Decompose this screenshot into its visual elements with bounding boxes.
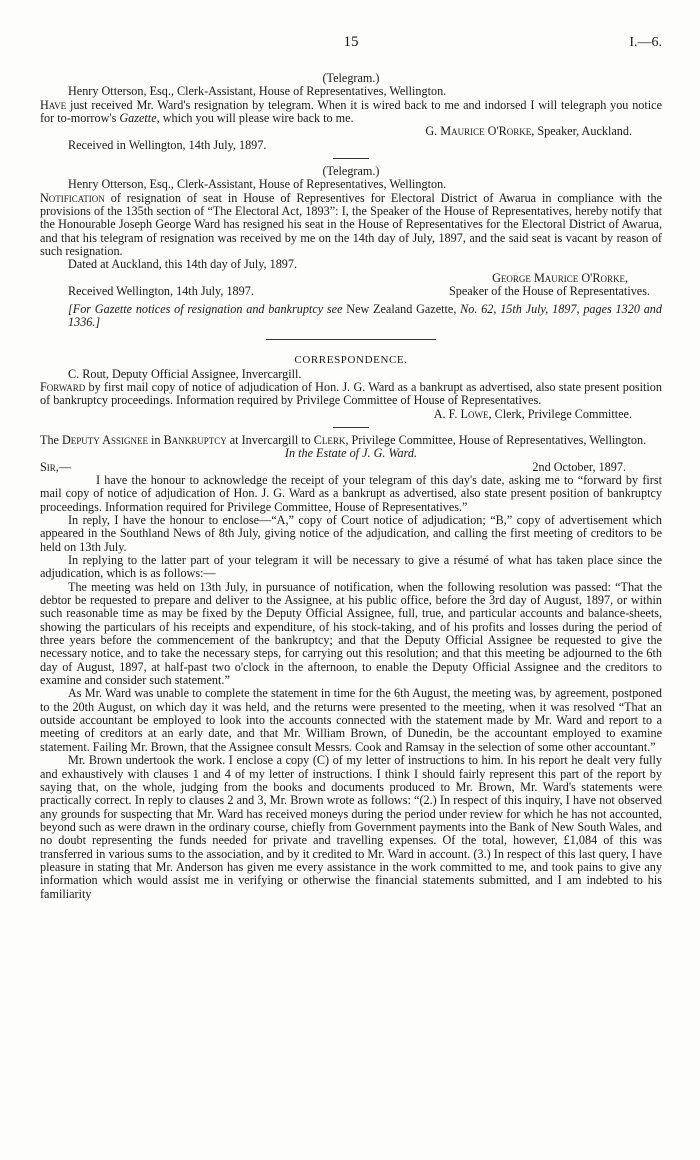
letter — [40, 434, 662, 901]
letter-salutation: Sir,— — [40, 459, 72, 474]
section-divider — [266, 339, 436, 340]
telegram-1-gazette-word: Gazette — [119, 111, 157, 126]
telegram-2-signatory-title: Speaker of the House of Representatives. — [448, 284, 650, 299]
telegram-2-heading: (Telegram.) — [322, 164, 380, 179]
telegram-2-dated: Dated at Auckland, this 14th day of July, 1897. — [68, 257, 298, 272]
telegram-1-signature — [40, 125, 662, 138]
page-number: 15 — [343, 34, 359, 50]
letter-title-part: Clerk — [313, 432, 346, 447]
telegram-1-heading: (Telegram.) — [322, 71, 380, 85]
correspondence-address: C. Rout, Deputy Official Assignee, Invercargill. — [68, 366, 302, 381]
gazette-note-publication: New Zealand Gazette — [346, 301, 454, 316]
telegram-1-signatory: G. Maurice O'Rorke — [425, 124, 532, 139]
telegram-1-address: Henry Otterson, Esq., Clerk-Assistant, House of Representatives, Wellington. — [68, 84, 447, 99]
telegram-2-body — [40, 192, 662, 259]
telegram-2-received: Received Wellington, 14th July, 1897. — [68, 284, 254, 299]
letter-paragraph: As Mr. Ward was unable to complete the statement in time for the 6th August, the meeting was, by agreement, postponed to the 20th August, on which day it was held, and the returns were presented to the meeting, when it was resolved “That an outside accountant be employed to look into the accounts connected with the statement made by Mr. Ward and report to a meeting of creditors at an early date, and that Mr. William Brown, of Dunedin, be the accountant employed to examine statement. Failing Mr. Brown, that the Assignee consult Messrs. Cook and Ramsay in the selection of some other accountant.” — [40, 686, 662, 754]
letter-title — [40, 434, 662, 447]
telegram-1-body-lead: Have — [40, 97, 67, 112]
section-divider — [333, 158, 369, 159]
telegram-2-signatory: George Maurice O'Rorke, — [492, 270, 628, 285]
correspondence-section — [40, 354, 662, 421]
letter-date: 2nd October, 1897. — [532, 459, 626, 474]
telegram-2 — [40, 165, 662, 329]
correspondence-body-text: by first mail copy of notice of adjudication of Hon. J. G. Ward as a bankrupt as advertised, also state present position of bankruptcy proceedings. Information required by Privilege Committee of House of Representatives. — [40, 379, 662, 408]
telegram-1-signatory-title: , Speaker, Auckland. — [531, 124, 632, 139]
gazette-note-part-3: , No. 62, 15th July, 1897, pages 1320 and 1336.] — [68, 301, 662, 329]
letter-title-part: , Privilege Committee, House of Representatives, Wellington. — [345, 432, 647, 447]
telegram-2-body-lead: Notification — [40, 190, 105, 205]
letter-paragraph: The meeting was held on 13th July, in pursuance of notification, when the following resolution was passed: “That the debtor be requested to prepare and deliver to the Assignee, at his public office, before the 3rd day of August, 1897, or within such reasonable time as may be fixed by the Deputy Official Assignee, full, true, and particular accounts and balance-sheets, showing the particulars of his receipts and expenditure, of his stock-taking, and of his profits and losses during the period of three years before the commencement of the bankruptcy; and that the Deputy Official Assignee be requested to give the necessary notice, and to take the necessary steps, for carrying out this resolution; and that this meeting be adjourned to the 6th day of August, 1897, at half-past two o'clock in the afternoon, to enable the Deputy Official Assignee and the creditors to examine and consider such statement.” — [40, 579, 662, 688]
letter-paragraph: Mr. Brown undertook the work. I enclose a copy (C) of my letter of instructions to him. In his report he dealt very fully and exhaustively with clauses 1 and 4 of my letter of instructions. I think I should fairly represent this part of the report by saying that, on the whole, judging from the books and documents produced to Mr. Brown, Mr. Ward's statements were practically correct. In reply to clauses 2 and 3, Mr. Brown wrote as follows: “(2.) In respect of this inquiry, I have not observed any grounds for suspecting that Mr. Ward has received moneys during the period under review for which he has not accounted, beyond such as were drawn in the ordinary course, chiefly from Government payments into the Bank of New South Wales, and no doubt representing the funds needed for private and travelling expenses. Of the total, however, £1,084 of this was transferred in various sums to the association, and by it credited to Mr. Ward in account. (3.) In respect of this last query, I have pleasure in stating that Mr. Anderson has given me every assistance in the work committed to me, and took pains to give any information which would assist me in verifying or otherwise the financial statements submitted, and I am indebted to his familiarity — [40, 753, 662, 901]
telegram-1-body — [40, 99, 662, 126]
letter-title-part: The — [40, 432, 62, 447]
telegram-2-address: Henry Otterson, Esq., Clerk-Assistant, House of Representatives, Wellington. — [68, 177, 447, 192]
letter-salutation-row — [40, 461, 662, 474]
telegram-1-body-text-a: just received Mr. Ward's resignation by telegram. When it is wired back to me and indorsed I will telegraph you notice for to-morrow's — [40, 97, 662, 126]
correspondence-heading: CORRESPONDENCE. — [294, 354, 408, 367]
letter-title-part: at Invercargill to — [226, 432, 314, 447]
page-header — [40, 0, 662, 50]
letter-paragraph: I have the honour to acknowledge the receipt of your telegram of this day's date, asking me to “forward by first mail copy of notice of adjudication of Hon. J. G. Ward as a bankrupt as advertised, also state present position of bankruptcy proceedings. Information required for Privilege Committee, House of Representatives.” — [40, 472, 662, 514]
letter-title-part: in — [147, 432, 164, 447]
gazette-note — [40, 303, 662, 330]
telegram-2-body-text: of resignation of seat in House of Representives for Electoral District of Awarua in compliance with the provisions of the 135th section of “The Electoral Act, 1893”: I, the Speaker of the House of Representatives, hereby notify that the Honourable Joseph George Ward has resigned his seat in the House of Representatives for the Electoral District of Awarua, and that his telegram of resignation was received by me on the 14th day of July, 1897, and the said seat is vacant by reason of such resignation. — [40, 190, 662, 259]
section-divider — [333, 427, 369, 428]
correspondence-signature — [40, 408, 662, 421]
letter-title-part: Bankruptcy — [163, 432, 227, 447]
letter-title-part: Deputy Assignee — [62, 432, 148, 447]
correspondence-signatory-title: , Clerk, Privilege Committee. — [488, 406, 632, 421]
correspondence-body-lead: Forward — [40, 379, 86, 394]
letter-paragraph: In reply, I have the honour to enclose—“A,” copy of Court notice of adjudication; “B,” copy of advertisement which appeared in the Southland News of 8th July, giving notice of the adjudication, and calling the first meeting of creditors to be held on 13th July. — [40, 512, 662, 554]
telegram-1-body-text-b: , which you will please wire back to me. — [156, 111, 354, 126]
letter-paragraph: In replying to the latter part of your telegram it will be necessary to give a résumé of what has taken place since the adjudication, which is as follows:— — [40, 553, 662, 581]
telegram-2-footer-row — [40, 285, 662, 298]
gazette-note-part-1: [For Gazette notices of resignation and bankruptcy see — [68, 301, 347, 316]
letter-estate: In the Estate of J. G. Ward. — [284, 446, 418, 461]
document-reference: I.—6. — [629, 35, 662, 50]
correspondence-body — [40, 381, 662, 408]
telegram-1 — [40, 72, 662, 152]
telegram-1-received: Received in Wellington, 14th July, 1897. — [68, 137, 267, 152]
correspondence-signatory: A. F. Lowe — [433, 406, 489, 421]
